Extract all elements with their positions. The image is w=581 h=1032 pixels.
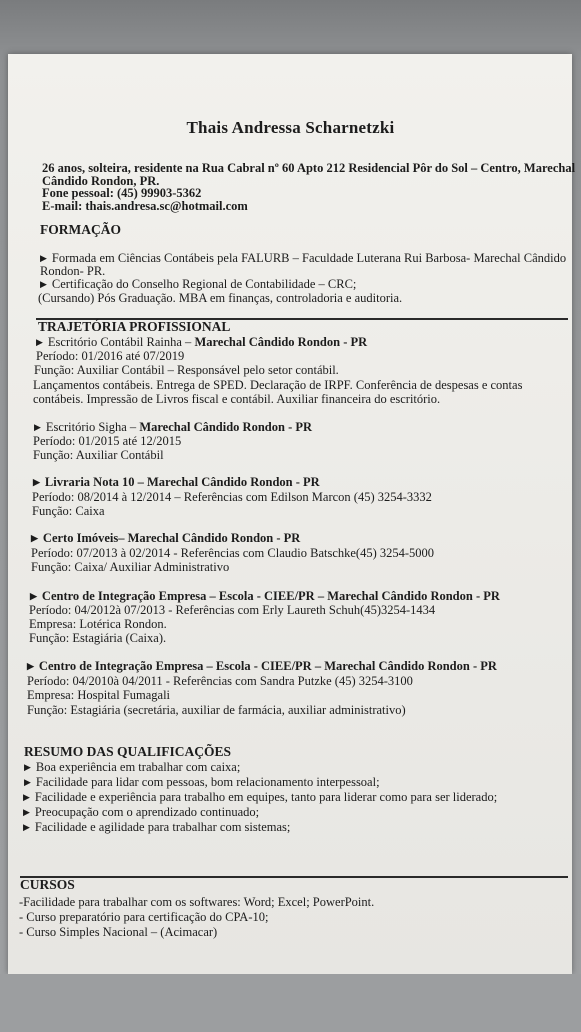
qualification-text: Facilidade para lidar com pessoas, bom relacionamento interpessoal;	[35, 775, 380, 789]
job-period: Período: 04/2010à 04/2011 - Referências com Sandra Putzke (45) 3254-3100	[27, 674, 413, 688]
job-company: Centro de Integração Empresa – Escola - CIEE/PR – Marechal Cândido Rondon - PR	[38, 659, 497, 673]
job-function: Função: Estagiária (Caixa).	[29, 631, 167, 645]
job-company: Escritório Sigha –	[45, 420, 140, 434]
job-company: Escritório Contábil Rainha –	[47, 335, 195, 349]
contact-email: E-mail: thais.andresa.sc@hotmail.com	[42, 199, 248, 213]
formacao-item-graduation-cont: Rondon- PR.	[40, 264, 106, 278]
job-period: Período: 08/2014 à 12/2014 – Referências com Edilson Marcon (45) 3254-3332	[32, 490, 432, 504]
job-description-cont: contábeis. Impressão de Livros fiscal e contábil. Auxiliar financeira do escritório.	[33, 392, 441, 406]
job-company: Livraria Nota 10 – Marechal Cândido Rondon - PR	[44, 475, 320, 489]
job-period: Período: 07/2013 à 02/2014 - Referências com Claudio Batschke(45) 3254-5000	[31, 546, 435, 560]
resumo-heading: RESUMO DAS QUALIFICAÇÕES	[24, 744, 232, 759]
contact-address-line: 26 anos, solteira, residente na Rua Cabral nº 60 Apto 212 Residencial Pôr do Sol – Centro, Marechal	[42, 161, 576, 175]
job-employer: Empresa: Lotérica Rondon.	[29, 617, 167, 631]
course-item: -Facilidade para trabalhar com os softwares: Word; Excel; PowerPoint.	[19, 895, 375, 909]
qualification-text: Facilidade e experiência para trabalho em equipes, tanto para liderar como para ser liderado;	[34, 790, 498, 804]
job-company: Centro de Integração Empresa – Escola - CIEE/PR – Marechal Cândido Rondon - PR	[41, 589, 500, 603]
formacao-item-text: Certificação do Conselho Regional de Contabilidade – CRC;	[51, 277, 357, 291]
qualification-text: Facilidade e agilidade para trabalhar com sistemas;	[34, 820, 291, 834]
job-title	[30, 589, 500, 604]
course-item: - Curso Simples Nacional – (Acimacar)	[19, 925, 218, 939]
qualification-item	[23, 805, 259, 820]
job-employer: Empresa: Hospital Fumagali	[27, 688, 171, 702]
job-function: Função: Caixa/ Auxiliar Administrativo	[31, 560, 230, 574]
candidate-name: Thais Andressa Scharnetzki	[186, 118, 395, 137]
job-function: Função: Estagiária (secretária, auxiliar de farmácia, auxiliar administrativo)	[27, 703, 406, 717]
formacao-heading: FORMAÇÃO	[40, 222, 121, 237]
job-title	[31, 531, 300, 546]
background-surface	[0, 974, 581, 1032]
job-title	[33, 475, 320, 490]
qualification-text: Preocupação com o aprendizado continuado;	[34, 805, 260, 819]
qualification-item	[23, 790, 497, 805]
job-function: Função: Caixa	[32, 504, 105, 518]
job-location: Marechal Cândido Rondon - PR	[194, 335, 368, 349]
job-description: Lançamentos contábeis. Entrega de SPED. Declaração de IRPF. Conferência de despesas e contas	[33, 378, 523, 392]
job-title	[27, 659, 497, 674]
contact-phone: Fone pessoal: (45) 99903-5362	[42, 186, 202, 200]
job-title	[36, 335, 367, 350]
qualification-item	[24, 775, 380, 790]
job-period: Período: 01/2015 até 12/2015	[33, 434, 182, 448]
job-period: Período: 04/2012à 07/2013 - Referências com Erly Laureth Schuh(45)3254-1434	[29, 603, 436, 617]
cursos-heading: CURSOS	[20, 877, 75, 892]
course-item: - Curso preparatório para certificação do CPA-10;	[19, 910, 269, 924]
formacao-item-mba: (Cursando) Pós Graduação. MBA em finanças, controladoria e auditoria.	[38, 291, 403, 305]
contact-city-line: Cândido Rondon, PR.	[42, 174, 160, 188]
formacao-item-crc	[40, 277, 356, 292]
job-location: Marechal Cândido Rondon - PR	[139, 420, 313, 434]
job-period: Período: 01/2016 até 07/2019	[36, 349, 185, 363]
trajetoria-heading: TRAJETÓRIA PROFISSIONAL	[38, 319, 231, 334]
job-company: Certo Imóveis– Marechal Cândido Rondon - PR	[42, 531, 301, 545]
job-function: Função: Auxiliar Contábil – Responsável pelo setor contábil.	[34, 363, 339, 377]
qualification-text: Boa experiência em trabalhar com caixa;	[35, 760, 241, 774]
formacao-item-graduation	[40, 251, 566, 266]
section-divider	[20, 876, 568, 878]
job-function: Função: Auxiliar Contábil	[33, 448, 164, 462]
qualification-item	[23, 820, 290, 835]
qualification-item	[24, 760, 240, 775]
job-title	[34, 420, 312, 435]
formacao-item-text: Formada em Ciências Contábeis pela FALURB – Faculdade Luterana Rui Barbosa- Marechal Cândido	[51, 251, 567, 265]
